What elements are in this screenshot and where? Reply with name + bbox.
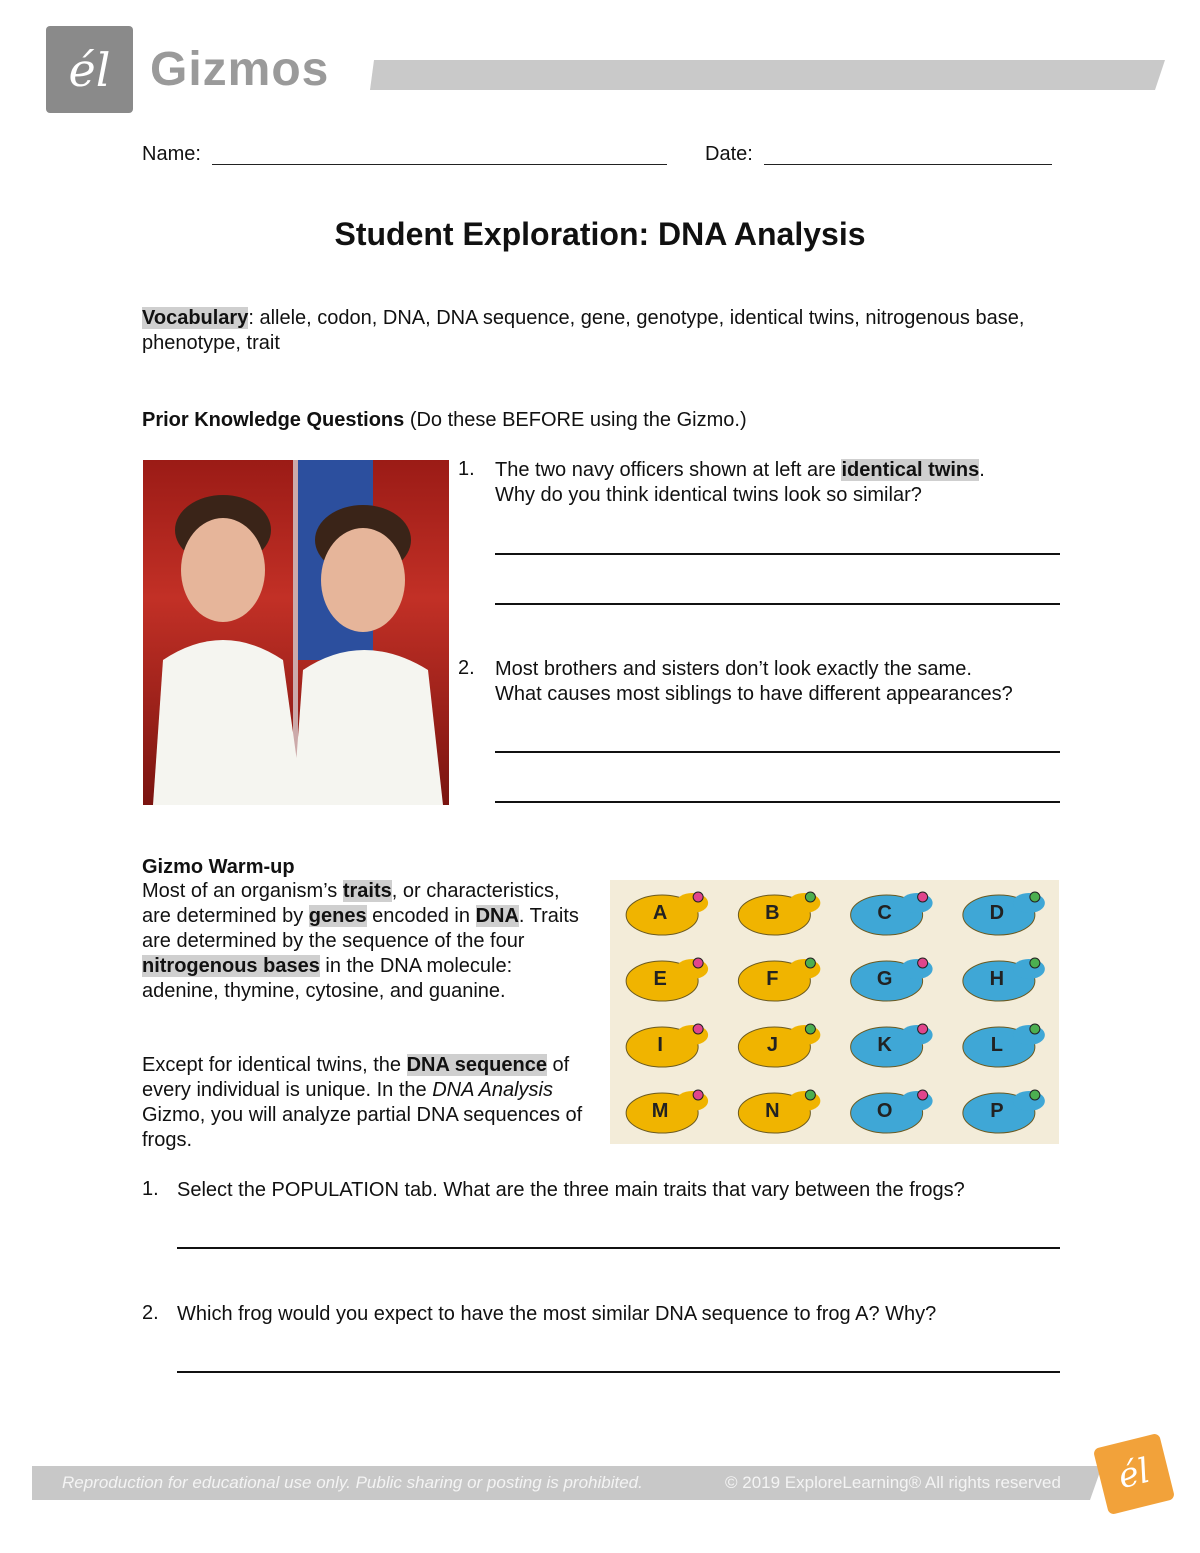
frog-eye <box>1030 1090 1040 1100</box>
frog-label: B <box>765 902 780 924</box>
prior-q2-answer-line-1[interactable] <box>495 751 1060 753</box>
warmup-p1-text: . Traits are determined by the sequence of the four <box>142 905 579 952</box>
date-field[interactable] <box>764 164 1052 165</box>
frog-label: D <box>989 902 1005 924</box>
frog-eye <box>805 1090 815 1100</box>
prior-q2-line2: What causes most siblings to have different appearances? <box>495 683 1013 705</box>
frog-a <box>626 892 708 935</box>
frog-eye <box>918 1024 928 1034</box>
warmup-q1-answer-line[interactable] <box>177 1247 1060 1249</box>
frog-label: E <box>653 968 667 990</box>
vocabulary-list: allele, codon, DNA, DNA sequence, gene, genotype, identical twins, nitrogenous base, phenotype, trait <box>142 307 1025 354</box>
frog-label: C <box>877 902 892 924</box>
warmup-p2-text: Gizmo, you will analyze partial DNA sequences of frogs. <box>142 1104 583 1151</box>
header-bar <box>370 60 1165 90</box>
frog-g <box>851 958 933 1001</box>
frog-p <box>963 1090 1045 1133</box>
frog-n <box>738 1090 820 1133</box>
prior-q1-number: 1. <box>458 458 475 480</box>
warmup-q2-text: Which frog would you expect to have the most similar DNA sequence to frog A? Why? <box>177 1303 937 1325</box>
frog-label: L <box>990 1034 1003 1056</box>
footer-copyright: © 2019 ExploreLearning® All rights reserved <box>725 1473 1061 1492</box>
frog-k <box>851 1024 933 1067</box>
frog-eye <box>1030 1024 1040 1034</box>
frog-label: I <box>657 1034 663 1056</box>
frog-eye <box>1030 892 1040 902</box>
warmup-p2-text: of every individual is unique. In the <box>142 1054 570 1101</box>
prior-q2-number: 2. <box>458 657 475 679</box>
date-label: Date: <box>705 143 753 165</box>
frog-label: H <box>989 968 1005 990</box>
prior-knowledge-title: Prior Knowledge Questions <box>142 409 405 431</box>
frog-label: J <box>766 1034 778 1056</box>
frog-eye <box>1030 958 1040 968</box>
frog-eye <box>693 1024 703 1034</box>
name-field[interactable] <box>212 164 667 165</box>
frog-eye <box>693 958 703 968</box>
warmup-q1-number: 1. <box>142 1178 159 1200</box>
term-dna: DNA <box>475 905 519 927</box>
frog-label: F <box>766 968 779 990</box>
frog-o <box>851 1090 933 1133</box>
vocabulary-paragraph <box>142 306 1052 356</box>
warmup-q2-answer-line[interactable] <box>177 1371 1060 1373</box>
warmup-p1-text: Most of an organism’s <box>142 880 343 902</box>
frog-label: N <box>765 1100 780 1122</box>
prior-q1-lead: The two navy officers shown at left are <box>495 459 842 481</box>
warmup-p1-text: , or characteristics, are determined by <box>142 880 560 927</box>
frog-eye <box>918 1090 928 1100</box>
frog-label: M <box>651 1100 669 1122</box>
frog-eye <box>693 1090 703 1100</box>
warmup-heading: Gizmo Warm-up <box>142 856 295 878</box>
prior-q1-period: . <box>979 459 985 481</box>
frog-label: A <box>652 902 668 924</box>
frog-d <box>963 892 1045 935</box>
warmup-p1-text: in the DNA molecule: adenine, thymine, cytosine, and guanine. <box>142 955 513 1002</box>
gizmo-name: DNA Analysis <box>432 1079 553 1101</box>
prior-q2-line1: Most brothers and sisters don’t look exactly the same. <box>495 658 972 680</box>
frog-h <box>963 958 1045 1001</box>
frog-j <box>738 1024 820 1067</box>
frog-eye <box>805 1024 815 1034</box>
frog-eye <box>805 892 815 902</box>
prior-q1-answer-line-2[interactable] <box>495 603 1060 605</box>
page-title: Student Exploration: DNA Analysis <box>334 216 866 252</box>
explorelearning-footer-logo: él <box>1093 1433 1175 1515</box>
frog-e <box>626 958 708 1001</box>
prior-q1-answer-line-1[interactable] <box>495 553 1060 555</box>
term-traits: traits <box>342 880 392 902</box>
warmup-p1-text: encoded in <box>366 905 476 927</box>
prior-knowledge-note: (Do these BEFORE using the Gizmo.) <box>404 409 747 431</box>
frog-i <box>626 1024 708 1067</box>
vocabulary-colon: : <box>248 307 254 329</box>
frog-eye <box>805 958 815 968</box>
prior-q1-question: Why do you think identical twins look so similar? <box>495 484 922 506</box>
frog-label: G <box>876 968 893 990</box>
frog-f <box>738 958 820 1001</box>
prior-q2-answer-line-2[interactable] <box>495 801 1060 803</box>
warmup-q2-number: 2. <box>142 1302 159 1324</box>
footer-notice: Reproduction for educational use only. Public sharing or posting is prohibited. <box>62 1473 643 1492</box>
frog-eye <box>918 892 928 902</box>
frog-label: K <box>877 1034 892 1056</box>
frog-label: P <box>990 1100 1004 1122</box>
prior-knowledge-heading <box>142 408 747 433</box>
frog-m <box>626 1090 708 1133</box>
term-identical-twins: identical twins <box>841 459 980 481</box>
frog-population-image <box>610 880 1059 1144</box>
term-genes: genes <box>308 905 367 927</box>
warmup-paragraph-1 <box>142 879 592 1004</box>
brand-name: Gizmos <box>150 43 330 96</box>
term-dna-sequence: DNA sequence <box>406 1054 547 1076</box>
frog-l <box>963 1024 1045 1067</box>
name-label: Name: <box>142 143 201 165</box>
term-nitrogenous-bases: nitrogenous bases <box>142 955 320 977</box>
warmup-p2-text: Except for identical twins, the <box>142 1054 407 1076</box>
frog-b <box>738 892 820 935</box>
warmup-q1-text: Select the POPULATION tab. What are the three main traits that vary between the frogs? <box>177 1179 965 1201</box>
identical-twins-photo <box>143 460 449 805</box>
frog-label: O <box>876 1100 893 1122</box>
frog-c <box>851 892 933 935</box>
vocabulary-label: Vocabulary <box>142 307 249 329</box>
explorelearning-logo: él <box>46 26 133 113</box>
frog-eye <box>918 958 928 968</box>
frog-eye <box>693 892 703 902</box>
warmup-paragraph-2 <box>142 1053 592 1153</box>
prior-q1-text <box>495 458 1065 508</box>
prior-q2-text <box>495 657 1065 707</box>
